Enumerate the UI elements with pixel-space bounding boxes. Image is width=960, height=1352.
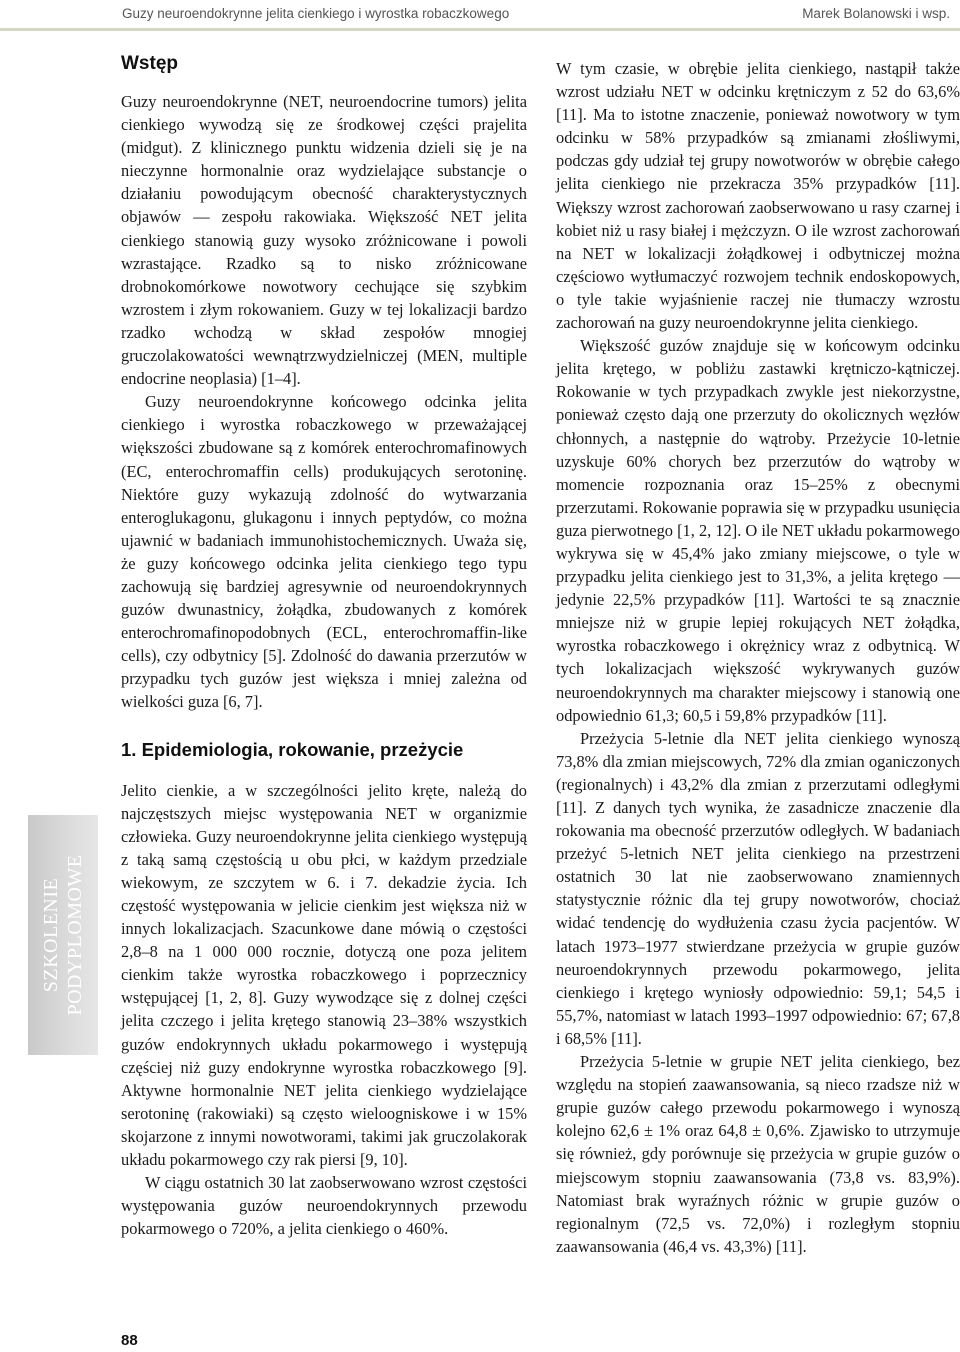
running-header-authors: Marek Bolanowski i wsp. — [802, 6, 950, 21]
left-column — [121, 50, 527, 1240]
paragraph: W ciągu ostatnich 30 lat zaobserwowano wzrost częstości występowania guzów neuroendokrynnych przewodu pokarmowego o 720%, a jelita cienkiego o 460%. — [121, 1173, 527, 1239]
paragraph: Jelito cienkie, a w szczególności jelito kręte, należą do najczęstszych miejsc występowania NET w organizmie człowieka. Guzy neuroendokrynne jelita cienkiego występują z taką samą częstością u obu płci, w każdym przedziale wiekowym, ze szczytem w 6. i 7. dekadzie życia. Ich częstość występowania w jelicie cienkim jest większa niż w innych lokalizacjach. Szacunkowe dane mówią o częstości 2,8–8 na 1 000 000 rocznie, dotyczą one poza jelitem cienkim także wyrostka robaczkowego i poprzecznicy wstępującej [1, 2, 8]. Guzy wywodzące się z dolnej części jelita czczego i jelita krętego stanowią 23–38% wszystkich guzów endokrynnych układu pokarmowego i występują częściej niż guzy endokrynne wyrostka robaczkowego [9]. Aktywne hormonalnie NET jelita cienkiego wydzielające serotoninę (rakowiaki) są często wieloogniskowe i w 15% skojarzone z innymi nowotworami, takimi jak gruczolakorak układu pokarmowego czy rak piersi [9, 10]. — [121, 780, 527, 1170]
paragraph: Guzy neuroendokrynne (NET, neuroendocrine tumors) jelita cienkiego wywodzą się ze środkowej części prajelita (midgut). Z klinicznego punktu widzenia dzieli się je na nieczynne hormonalnie oraz wydzielające substancje o działaniu powodującym obecność charakterystycznych objawów — zespołu rakowiaka. Większość NET jelita cienkiego stanowią guzy wysoko zróżnicowane i powoli wzrastające. Rzadko są to nisko zróżnicowane drobnokomórkowe nowotwory cechujące się szybkim wzrostem i złym rokowaniem. Guzy w tej lokalizacji bardzo rzadko wchodzą w skład zespołów mnogiej gruczolakowatości wewnątrzwydzielniczej (MEN, multiple endocrine neoplasia) [1–4]. — [121, 92, 527, 389]
paragraph: Przeżycia 5-letnie w grupie NET jelita cienkiego, bez względu na stopień zaawansowania, są nieco rzadsze niż w grupie guzów całego przewodu pokarmowego i wynoszą kolejno 62,6 ± 1% oraz 64,8 ± 0,6%. Zjawisko to utrzymuje się również, gdy porównuje się przeżycia w grupie guzów o miejscowym stopniu zaawansowania (73,8 vs. 83,9%). Natomiast brak wyraźnych różnic w grupie guzów o regionalnym (72,5 vs. 72,0%) i rozległym stopniu zaawansowania (46,4 vs. 43,3%) [11]. — [556, 1052, 960, 1256]
section-heading-introduction: Wstęp — [121, 53, 178, 74]
running-header — [0, 0, 960, 31]
running-header-title: Guzy neuroendokrynne jelita cienkiego i wyrostka robaczkowego — [122, 6, 510, 21]
side-tab-label — [39, 854, 87, 1015]
paragraph: Przeżycia 5-letnie dla NET jelita cienkiego wynoszą 73,8% dla zmian miejscowych, 72% dla zmian oganiczonych (regionalnych) i 43,2% dla zmian z przerzutami odległymi [11]. Z danych tych wynika, że zasadnicze znaczenie dla rokowania ma obecność przerzutów odległych. W badaniach przeżyć 5-letnich NET jelita cienkiego na przestrzeni ostatnich 30 lat nie zaobserwowano znamiennych statystycznie różnic dla tej grupy nowotworów, chociaż widać tendencję do wydłużenia czasu życia pacjentów. W latach 1973–1977 stwierdzane przeżycia w grupie guzów neuroendokrynnych przewodu pokarmowego, jelita cienkiego i krętego wyniosły odpowiednio: 59,1; 54,5 i 55,7%, natomiast w latach 1993–1997 odpowiednio: 67; 67,8 i 68,5% [11]. — [556, 728, 960, 1048]
chapter-heading-epidemiology: 1. Epidemiologia, rokowanie, przeżycie — [121, 738, 464, 760]
section-side-tab — [28, 815, 98, 1055]
side-tab-line-1: SZKOLENIE — [40, 877, 62, 993]
paragraph: Guzy neuroendokrynne końcowego odcinka jelita cienkiego i wyrostka robaczkowego w przeważającej większości zbudowane są z komórek enterochromafinowych (EC, enterochromaffin cells) produkujących serotoninę. Niektóre guzy wykazują zdolność do wytwarzania enteroglukagonu, glukagonu i innych peptydów, co można ujawnić w badaniach immunohistochemicznych. Uważa się, że guzy końcowego odcinka jelita cienkiego tego typu zachowują się bardziej agresywnie od neuroendokrynnych guzów dwunastnicy, żołądka, zbudowanych z komórek enterochromafinopodobnych (ECL, enterochromaffin-like cells), czy odbytnicy [5]. Zdolność do dawania przerzutów w przypadku tych guzów jest większa i mniej zależna od wielkości guza [6, 7]. — [121, 392, 527, 712]
page-number: 88 — [121, 1332, 138, 1349]
side-tab-line-2: PODYPLOMOWE — [64, 854, 86, 1016]
paragraph: Większość guzów znajduje się w końcowym odcinku jelita krętego, w pobliżu zastawki krętniczo-kątniczej. Rokowanie w tych przypadkach zwykle jest niekorzystne, ponieważ często dają one przerzuty do okolicznych węzłów chłonnych, a następnie do wątroby. Przeżycie 10-letnie uzyskuje 60% chorych bez przerzutów do wątroby w momencie rozpoznania oraz 15–25% z obecnymi przerzutami. Rokowanie poprawia się w przypadku usunięcia guza pierwotnego [1, 2, 12]. O ile NET układu pokarmowego wykrywa się w 45,4% jako zmiany miejscowe, o tyle w przypadku jelita cienkiego jest to 31,3%, a jelita krętego — jedynie 22,5% przypadków [11]. Wartości te są znacznie mniejsze niż w grupie lepiej rokujących NET żołądka, wyrostka robaczkowego i okrężnicy wraz z odbytnicą. W tych lokalizacjach większość wykrywanych guzów neuroendokrynnych ma charakter miejscowy i stanowią one odpowiednio 61,3; 60,5 i 59,8% przypadków [11]. — [556, 336, 960, 725]
right-column — [556, 57, 960, 1258]
header-divider — [0, 28, 960, 31]
paragraph: W tym czasie, w obrębie jelita cienkiego, nastąpił także wzrost udziału NET w odcinku krętniczym z 52 do 63,6% [11]. Ma to istotne znaczenie, ponieważ nowotwory w tym odcinku w 58% przypadków są zmianami złośliwymi, podczas gdy udział tej grupy nowotworów w obrębie całego jelita cienkiego nie przekracza 35% przypadków [11]. Większy wzrost zachorowań zaobserwowano u rasy czarnej i kobiet niż u rasy białej i mężczyzn. O ile wzrost zachorowań na NET w lokalizacji żołądkowej i odbytniczej można częściowo wytłumaczyć rozwojem technik endoskopowych, o tyle takie wyjaśnienie raczej nie tłumaczy wzrostu zachorowań na guzy neuroendokrynne jelita cienkiego. — [556, 59, 960, 333]
